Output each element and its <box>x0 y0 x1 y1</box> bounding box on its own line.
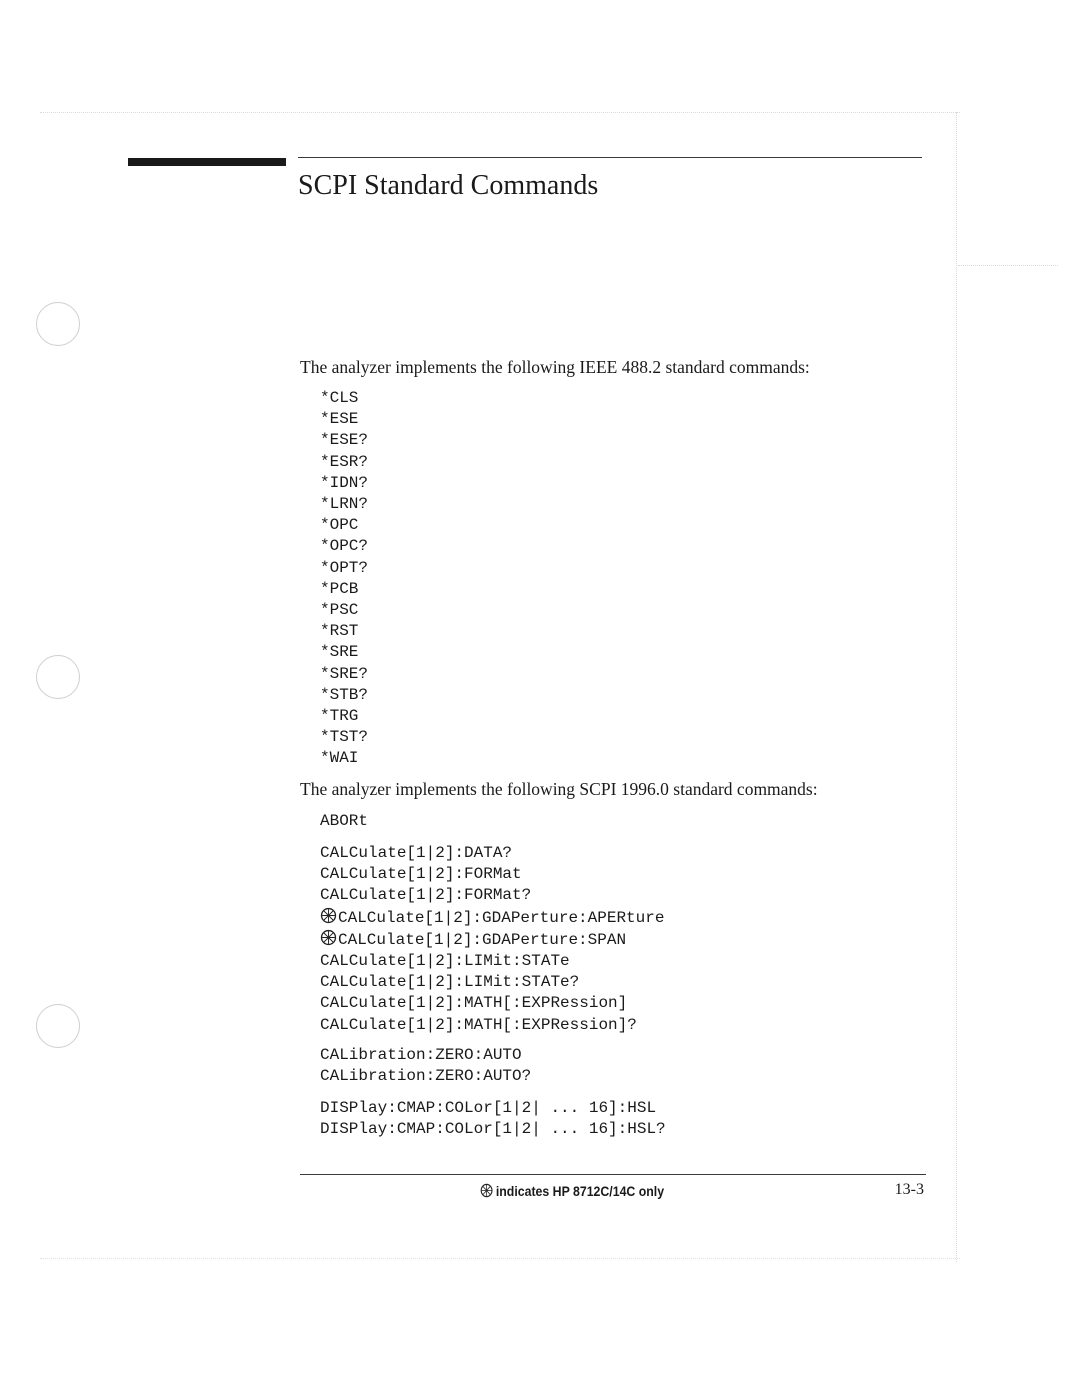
scpi-command-text: CALCulate[1|2]:FORMat <box>320 865 522 884</box>
page-edge-right <box>956 112 957 1262</box>
scpi-command <box>320 811 368 832</box>
footer-rule <box>300 1174 926 1175</box>
ieee-command: *SRE? <box>320 664 369 683</box>
scpi-intro: The analyzer implements the following SCPI 1996.0 standard commands: <box>300 779 818 799</box>
scpi-group-calibration <box>320 1045 531 1087</box>
scpi-command <box>320 951 664 972</box>
punch-hole-middle <box>36 655 80 699</box>
page-title: SCPI Standard Commands <box>298 170 599 201</box>
scpi-command-text: DISPlay:CMAP:COLor[1|2| ... 16]:HSL <box>320 1099 657 1117</box>
punch-hole-bottom <box>36 1004 80 1048</box>
ieee-command: *ESR? <box>320 452 369 471</box>
ieee-command: *WAI <box>320 749 359 768</box>
header-thick-rule <box>128 158 286 166</box>
hp-8712c-14c-only-icon <box>320 929 337 946</box>
hp-8712c-14c-only-icon <box>320 907 337 924</box>
scpi-command <box>320 972 664 993</box>
page-edge-top <box>40 112 960 113</box>
scpi-group-abort <box>320 811 368 832</box>
ieee-command: *IDN? <box>320 473 369 492</box>
scpi-command-text: CALCulate[1|2]:LIMit:STATe? <box>320 973 580 992</box>
scpi-command-text: CALibration:ZERO:AUTO <box>320 1046 522 1064</box>
scpi-command-text: ABORt <box>320 812 369 830</box>
scpi-group-calculate <box>320 843 664 1036</box>
ieee-command: *CLS <box>320 389 359 407</box>
scpi-command-text: CALCulate[1|2]:FORMat? <box>320 886 532 905</box>
scpi-command-text: CALibration:ZERO:AUTO? <box>320 1067 532 1086</box>
scpi-command <box>320 864 664 885</box>
ieee-command-list <box>320 388 368 770</box>
scpi-command <box>320 1045 531 1066</box>
scpi-command <box>320 1066 531 1087</box>
scpi-command-text: CALCulate[1|2]:GDAPerture:SPAN <box>338 930 627 949</box>
scpi-command <box>320 843 664 864</box>
scpi-command <box>320 907 664 929</box>
ieee-command: *TRG <box>320 707 359 726</box>
ieee-command: *OPC? <box>320 537 369 556</box>
ieee-command: *TST? <box>320 728 369 747</box>
scpi-command <box>320 885 664 906</box>
ieee-command: *SRE <box>320 643 359 662</box>
scpi-command <box>320 1015 664 1036</box>
ieee-command: *OPC <box>320 516 359 535</box>
footer-note <box>480 1181 664 1201</box>
scpi-command <box>320 1098 666 1119</box>
ieee-command: *ESE? <box>320 431 369 450</box>
scpi-group-display <box>320 1098 666 1140</box>
punch-hole-top <box>36 302 80 346</box>
page-edge-bottom <box>40 1258 960 1259</box>
scpi-command-text: CALCulate[1|2]:MATH[:EXPRession]? <box>320 1015 637 1034</box>
hp-8712c-14c-only-icon <box>480 1183 493 1198</box>
ieee-command: *PCB <box>320 579 359 598</box>
ieee-command: *STB? <box>320 685 369 704</box>
header-thin-rule <box>298 157 922 158</box>
scpi-command <box>320 1119 666 1140</box>
scpi-command-text: CALCulate[1|2]:LIMit:STATe <box>320 952 570 971</box>
ieee-command: *RST <box>320 622 359 641</box>
ieee-command: *PSC <box>320 601 359 620</box>
scpi-command-text: CALCulate[1|2]:GDAPerture:APERture <box>338 908 665 927</box>
page-edge-stub <box>958 265 1058 266</box>
scpi-command <box>320 993 664 1014</box>
ieee-intro: The analyzer implements the following IEEE 488.2 standard commands: <box>300 357 810 377</box>
page-number: 13-3 <box>894 1181 924 1198</box>
ieee-command: *OPT? <box>320 558 369 577</box>
footer-note-text: indicates HP 8712C/14C only <box>495 1183 665 1199</box>
ieee-command: *LRN? <box>320 495 369 514</box>
scpi-command-text: CALCulate[1|2]:DATA? <box>320 844 513 862</box>
scpi-command-text: CALCulate[1|2]:MATH[:EXPRession] <box>320 994 628 1013</box>
scpi-command <box>320 929 664 951</box>
scpi-command-text: DISPlay:CMAP:COLor[1|2| ... 16]:HSL? <box>320 1120 666 1139</box>
ieee-command: *ESE <box>320 410 359 429</box>
